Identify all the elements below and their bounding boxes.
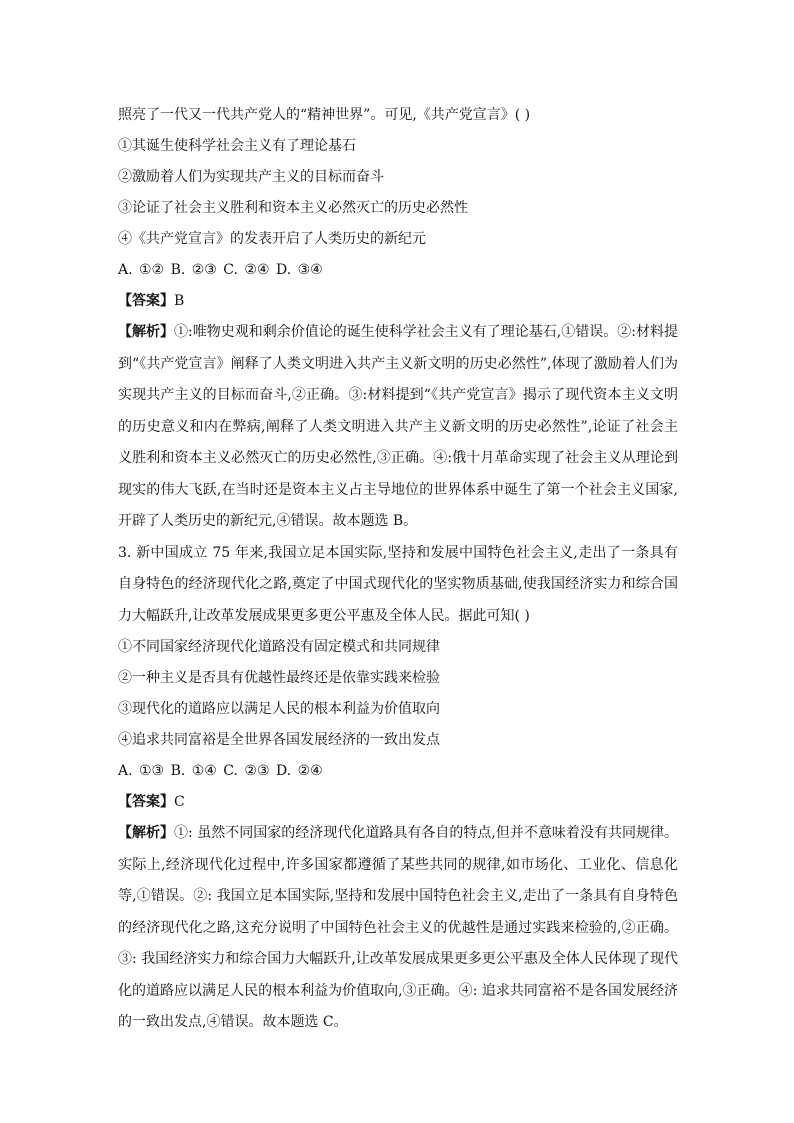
q3-analysis-tag: 【解析】 (118, 825, 175, 841)
q2-option-4: ④《共产党宣言》的发表开启了人类历史的新纪元 (118, 231, 426, 247)
q3-choices: A. ①③ B. ①④ C. ②③ D. ②④ (118, 763, 323, 779)
q2-option-3: ③论证了社会主义胜利和资本主义必然灭亡的历史必然性 (118, 200, 468, 216)
q2-analysis (118, 317, 678, 538)
page-content (118, 100, 678, 1039)
q2-choices: A. ①② B. ②③ C. ②④ D. ③④ (118, 262, 323, 278)
q3-analysis-text: ①: 虽然不同国家的经济现代化道路具有各自的特点,但并不意味着没有共同规律。实际上,经济现代化过程中,许多国家都遵循了某些共同的规律,如市场化、工业化、信息化等,①错误。②: 我国立足本国实际,坚持和发展中国特色社会主义,走出了一条具有自身特色的经济现代化之路,这充分说明了中国特色社会主义的优越性是通过实践来检验的,②正确。③: 我国经济实力和综合国力大幅跃升,让改革发展成果更多更公平惠及全体人民体现了现代化的道路应以满足人民的根本利益为价值取向,③正确。④: 追求共同富裕不是各国发展经济的一致出发点,④错误。故本题选 C。 (118, 825, 678, 1030)
q2-answer (118, 286, 678, 317)
q2-analysis-text: ①:唯物史观和剩余价值论的诞生使科学社会主义有了理论基石,①错误。②:材料提到“《共产党宣言》阐释了人类文明进入共产主义新文明的历史必然性”,体现了激励着人们为实现共产主义的目标而奋斗,②正确。③:材料提到“《共产党宣言》揭示了现代资本主义文明的历史意义和内在弊病,阐释了人类文明进入共产主义新文明的历史必然性”,论证了社会主义胜利和资本主义必然灭亡的历史必然性,③正确。④:俄十月革命实现了社会主义从理论到现实的伟大飞跃,在当时还是资本主义占主导地位的世界体系中诞生了第一个社会主义国家,开辟了人类历史的新纪元,④错误。故本题选 B。 (118, 324, 678, 529)
q2-option-2: ②激励着人们为实现共产主义的目标而奋斗 (118, 169, 384, 185)
q3-option-3: ③现代化的道路应以满足人民的根本利益为价值取向 (118, 701, 440, 717)
q2-answer-tag: 【答案】 (118, 293, 174, 309)
q3-answer (118, 787, 678, 818)
q3-answer-tag: 【答案】 (118, 794, 174, 810)
q3-option-2: ②一种主义是否具有优越性最终还是依靠实践来检验 (118, 670, 440, 686)
q2-option-1: ①其诞生使科学社会主义有了理论基石 (118, 138, 356, 154)
q2-stem-tail: 照亮了一代又一代共产党人的“精神世界”。可见,《共产党宣言》( ) (118, 107, 531, 123)
q2-answer-value: B (174, 293, 185, 309)
q3-answer-value: C (174, 794, 185, 810)
q2-analysis-tag: 【解析】 (118, 324, 175, 340)
q3-stem: 3. 新中国成立 75 年来,我国立足本国实际,坚持和发展中国特色社会主义,走出了一条具有自身特色的经济现代化之路,奠定了中国式现代化的坚实物质基础,使我国经济实力和综合国力大幅跃升,让改革发展成果更多更公平惠及全体人民。据此可知( ) (118, 544, 678, 624)
q3-analysis (118, 818, 678, 1039)
q3-option-4: ④追求共同富裕是全世界各国发展经济的一致出发点 (118, 732, 440, 748)
q3-option-1: ①不同国家经济现代化道路没有固定模式和共同规律 (118, 639, 440, 655)
